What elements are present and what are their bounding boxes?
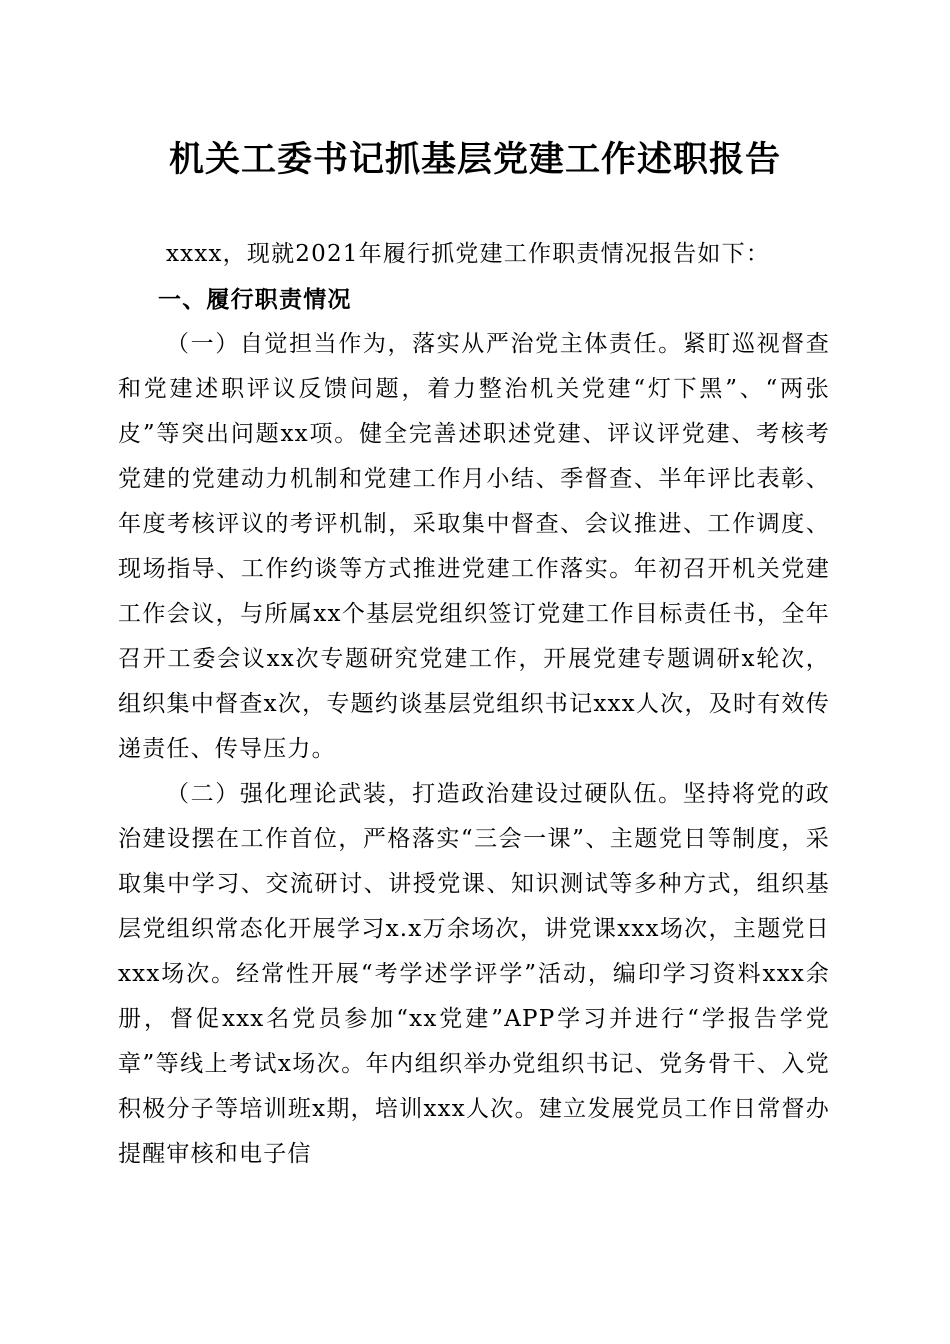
document-title: 机关工委书记抓基层党建工作述职报告 xyxy=(168,139,781,180)
intro-paragraph: xxxx，现就2021年履行抓党建工作职责情况报告如下： xyxy=(166,241,771,267)
body-paragraph-2: （二）强化理论武装，打造政治建设过硬队伍。坚持将党的政治建设摆在工作首位，严格落实“三会一课”、主题党日等制度，采取集中学习、交流研讨、讲授党课、知识测试等多种方式，组织基层党组织常态化开展学习x.x万余场次，讲党课xxx场次，主题党日xxx场次。经常性开展“考学述学评学”活动，编印学习资料xxx余册，督促xxx名党员参加“xx党建”APP学习并进行“学报告学党章”等线上考试x场次。年内组织举办党组织书记、党务骨干、入党积极分子等培训班x期，培训xxx人次。建立发展党员工作日常督办提醒审核和电子信 xyxy=(118,781,830,1167)
section-heading: 一、履行职责情况 xyxy=(158,286,352,313)
document-body xyxy=(118,232,830,1177)
body-paragraph-1: （一）自觉担当作为，落实从严治党主体责任。紧盯巡视督查和党建述职评议反馈问题，着力整治机关党建“灯下黑”、“两张皮”等突出问题xx项。健全完善述职述党建、评议评党建、考核考党建的党建动力机制和党建工作月小结、季督查、半年评比表彰、年度考核评议的考评机制，采取集中督查、会议推进、工作调度、现场指导、工作约谈等方式推进党建工作落实。年初召开机关党建工作会议，与所属xx个基层党组织签订党建工作目标责任书，全年召开工委会议xx次专题研究党建工作，开展党建专题调研x轮次，组织集中督查x次，专题约谈基层党组织书记xxx人次，及时有效传递责任、传导压力。 xyxy=(118,331,830,762)
